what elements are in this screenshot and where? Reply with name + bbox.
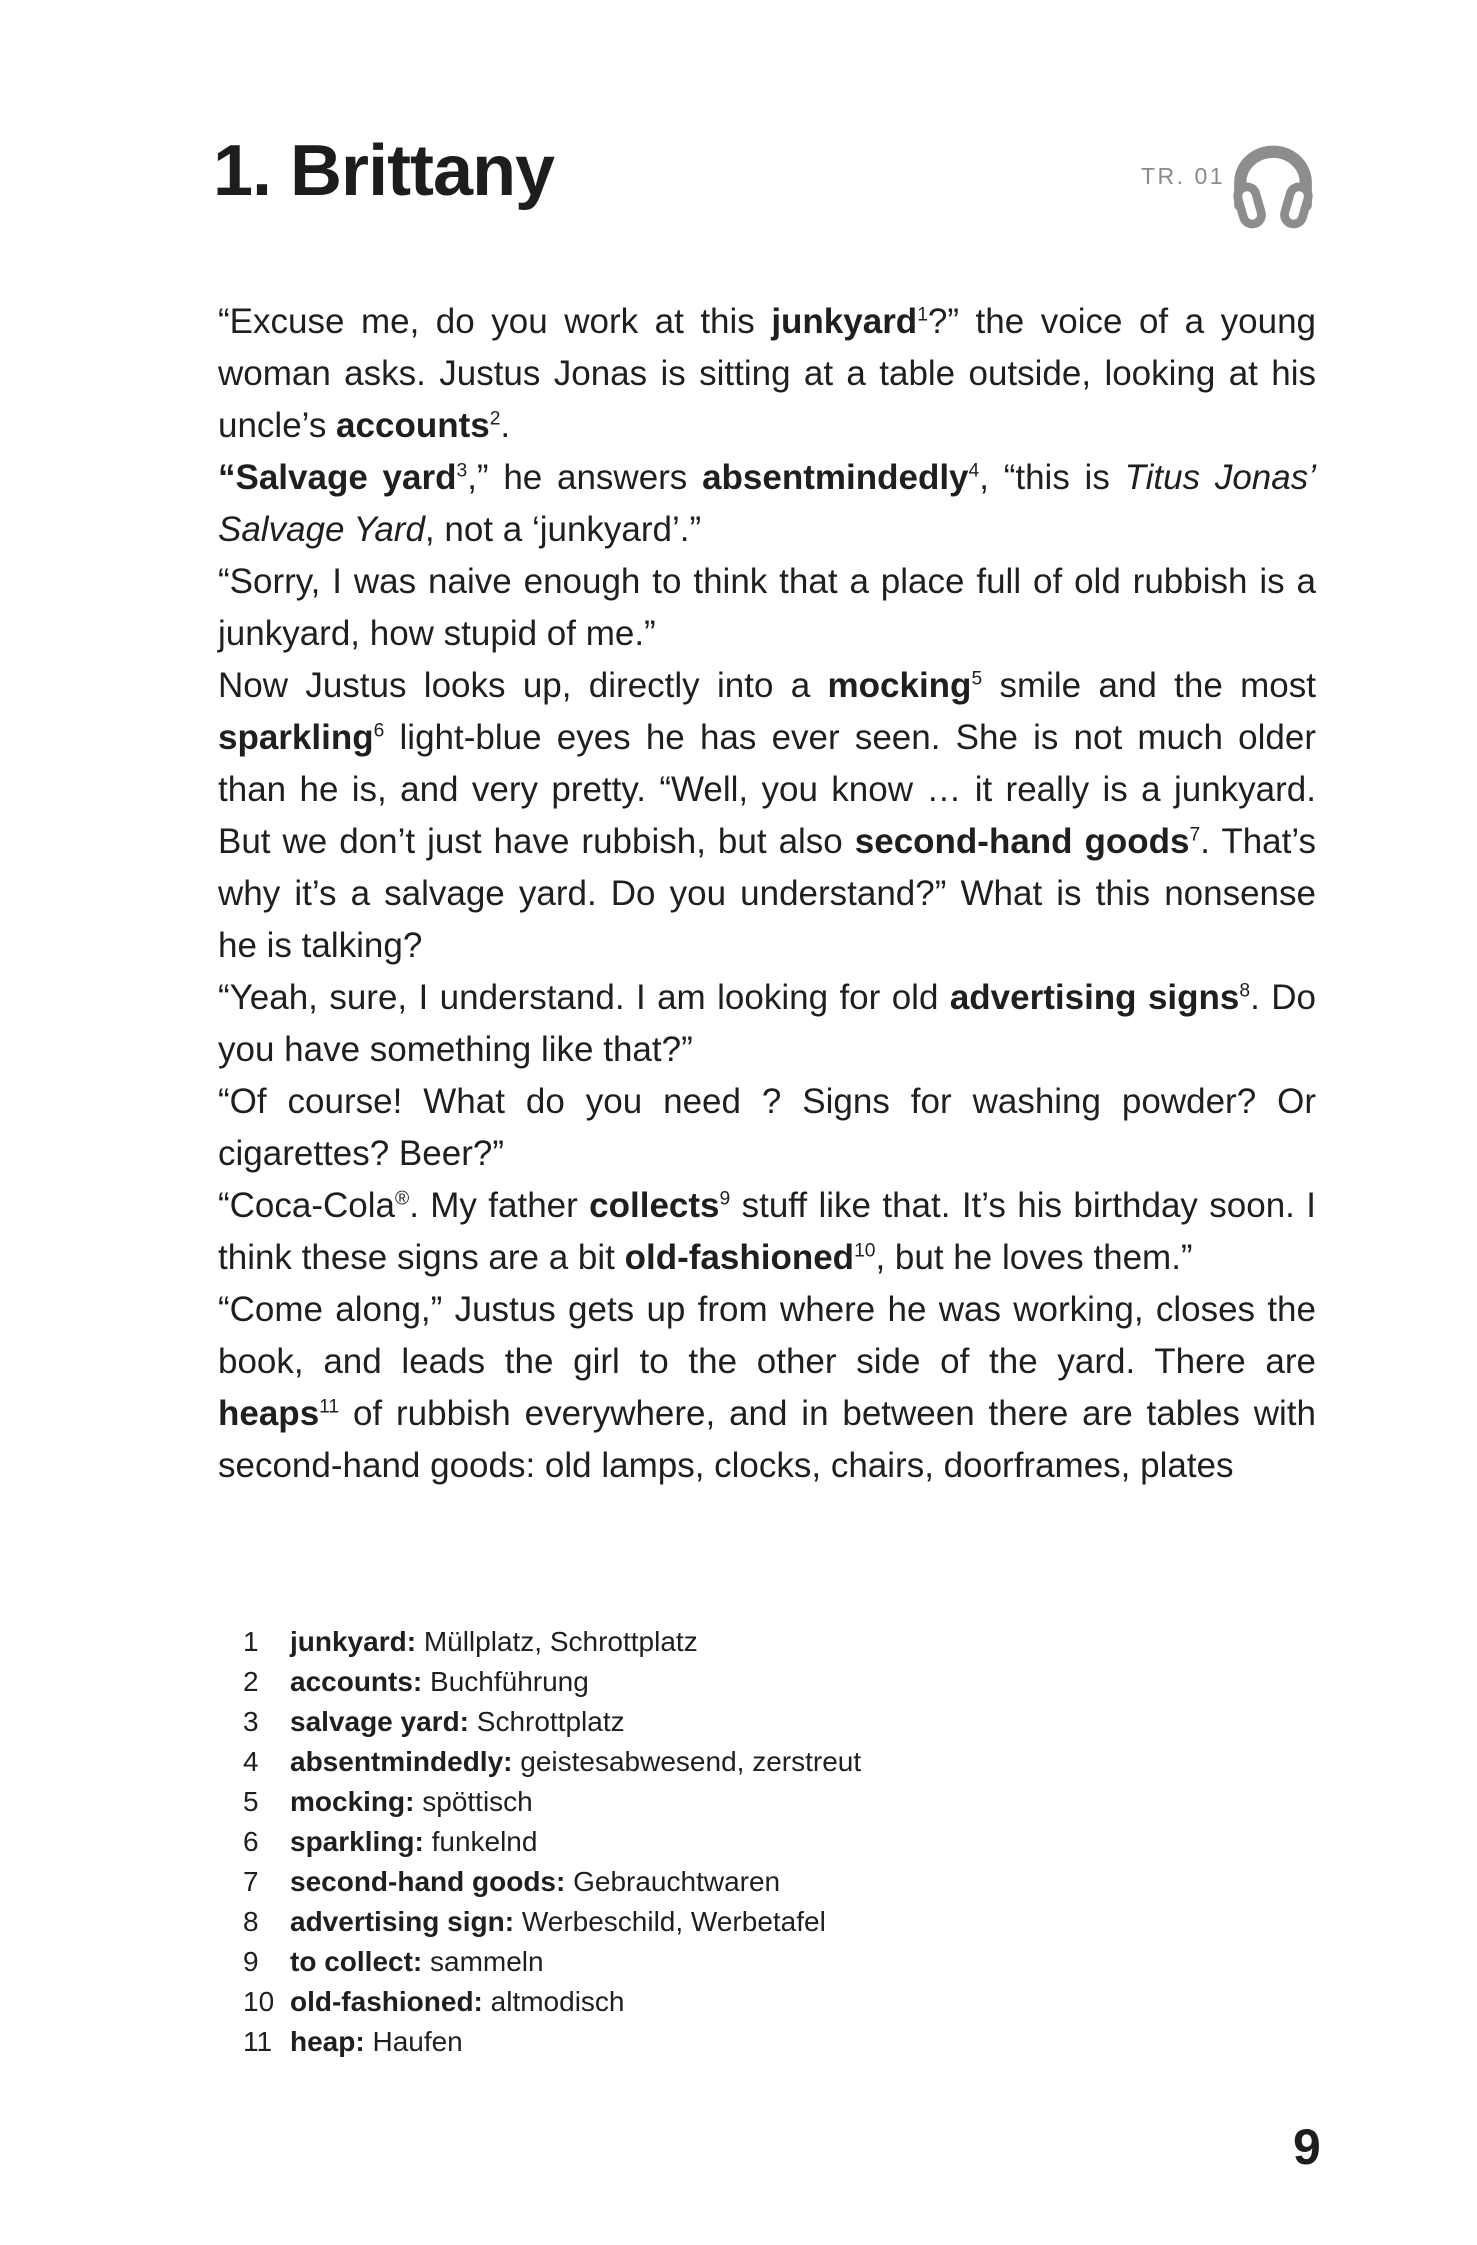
story-segment: . That’s why it’s a salvage yard. Do you understand?” What is this nonsense he is talking? (218, 822, 1316, 965)
footnote-number: 10 (243, 1986, 275, 2017)
footnote-number: 9 (243, 1946, 259, 1977)
story-segment: of rubbish everywhere, and in between there are tables with second-hand goods: old lamps, clocks, chairs, doorframes, plates (218, 1394, 1316, 1485)
story-paragraph (218, 972, 1316, 1076)
story-segment: , not a ‘junkyard’.” (424, 510, 702, 549)
footnote-text (290, 1782, 533, 1822)
story-segment: mocking (827, 666, 972, 705)
footnote-term: heap: (290, 2026, 365, 2057)
footnote-translation: Buchführung (430, 1666, 589, 1697)
headphones-icon (1227, 138, 1319, 230)
story-segment: light-blue eyes he has ever seen. She is not much older than he is, and very pretty. “Well, you know … it really is a junkyard. But we don’t just have rubbish, but also (218, 718, 1316, 861)
story-segment: advertising signs (949, 978, 1240, 1017)
footnote-number: 6 (243, 1826, 259, 1857)
footnote-ref: 4 (968, 460, 980, 482)
footnote-text (290, 1742, 861, 1782)
footnote-item (243, 1942, 1243, 1982)
story-segment: “Yeah, sure, I understand. I am looking for old (218, 978, 950, 1017)
footnote-ref: 8 (1239, 980, 1251, 1002)
footnote-item (243, 2022, 1243, 2062)
story-segment: “Sorry, I was naive enough to think that a place full of old rubbish is a junkyard, how stupid of me.” (218, 562, 1316, 653)
footnote-text (290, 1822, 537, 1862)
story-segment: sparkling (218, 718, 374, 757)
story-segment: old-fashioned (624, 1238, 855, 1277)
story-segment: junkyard (771, 302, 918, 341)
footnote-term: accounts: (290, 1666, 423, 1697)
story-segment: “Excuse me, do you work at this (218, 302, 772, 341)
footnote-number: 3 (243, 1706, 259, 1737)
footnote-text (290, 1702, 625, 1742)
story-segment: smile and the most (982, 666, 1316, 705)
footnote-term: second-hand goods: (290, 1866, 566, 1897)
footnote-item (243, 1982, 1243, 2022)
footnote-text (290, 1862, 780, 1902)
footnote-item (243, 1662, 1243, 1702)
footnote-number: 8 (243, 1906, 259, 1937)
story-segment: stuff like that. It’s his birthday soon. I think these signs are a bit (218, 1186, 1316, 1277)
story-segment: accounts (336, 406, 490, 445)
footnote-number: 7 (243, 1866, 259, 1897)
footnote-translation: funkelnd (431, 1826, 538, 1857)
footnote-text (290, 1662, 589, 1702)
story-segment: ,” he answers (467, 458, 703, 497)
story-paragraph (218, 660, 1316, 972)
footnote-text (290, 2022, 463, 2062)
story-segment: “Salvage yard (218, 458, 457, 497)
footnote-ref: 10 (854, 1240, 876, 1262)
footnote-term: salvage yard: (290, 1706, 469, 1737)
story-segment: absentmindedly (702, 458, 969, 497)
story-segment: . Do you have something like that?” (218, 978, 1316, 1069)
footnote-text (290, 1622, 698, 1662)
footnote-number: 1 (243, 1626, 259, 1657)
footnote-term: to collect: (290, 1946, 423, 1977)
footnote-term: mocking: (290, 1786, 415, 1817)
footnote-ref: 3 (456, 460, 468, 482)
story-paragraph (218, 1284, 1316, 1492)
story-segment: collects (589, 1186, 720, 1225)
story-paragraph (218, 296, 1316, 452)
story-segment: “Come along,” Justus gets up from where he was working, closes the book, and leads the girl to the other side of the yard. There are (218, 1290, 1316, 1381)
footnote-item (243, 1822, 1243, 1862)
footnote-list (243, 1622, 1243, 2062)
footnote-item (243, 1622, 1243, 1662)
story-text (218, 296, 1316, 1492)
footnote-text (290, 1982, 625, 2022)
story-segment: “Of course! What do you need ? Signs for washing powder? Or cigarettes? Beer?” (218, 1082, 1316, 1173)
footnote-ref: 2 (489, 408, 501, 430)
footnote-translation: Haufen (372, 2026, 463, 2057)
story-segment: heaps (218, 1394, 320, 1433)
story-paragraph (218, 452, 1316, 556)
footnote-item (243, 1902, 1243, 1942)
footnote-translation: altmodisch (490, 1986, 625, 2017)
footnote-translation: spöttisch (422, 1786, 533, 1817)
footnote-item (243, 1782, 1243, 1822)
footnote-term: absentmindedly: (290, 1746, 513, 1777)
footnote-text (290, 1942, 544, 1982)
footnote-ref: 7 (1189, 824, 1201, 846)
footnote-term: advertising sign: (290, 1906, 515, 1937)
footnote-translation: Müllplatz, Schrottplatz (423, 1626, 698, 1657)
footnote-translation: geistesabwesend, zerstreut (520, 1746, 862, 1777)
story-paragraph (218, 1180, 1316, 1284)
footnote-ref: 11 (319, 1396, 340, 1418)
story-segment: Titus Jonas’ Salvage Yard (218, 458, 1317, 549)
story-segment: second-hand goods (854, 822, 1190, 861)
story-segment: Now Justus looks up, directly into a (218, 666, 828, 705)
story-segment: , but he loves them.” (875, 1238, 1193, 1277)
footnote-item (243, 1742, 1243, 1782)
footnote-number: 11 (243, 2026, 273, 2057)
story-paragraph (218, 1076, 1316, 1180)
footnote-translation: sammeln (430, 1946, 544, 1977)
footnote-translation: Werbeschild, Werbetafel (521, 1906, 826, 1937)
story-segment: , “this is (979, 458, 1125, 497)
footnote-translation: Schrottplatz (476, 1706, 625, 1737)
footnote-term: sparkling: (290, 1826, 424, 1857)
footnote-ref: 6 (373, 720, 385, 742)
story-segment: . (500, 406, 511, 445)
footnote-text (290, 1902, 826, 1942)
footnote-translation: Gebrauchtwaren (573, 1866, 781, 1897)
track-label: TR. 01 (1141, 163, 1226, 189)
chapter-title: 1. Brittany (213, 131, 555, 211)
footnote-term: old-fashioned: (290, 1986, 483, 2017)
story-segment: ?” the voice of a young woman asks. Justus Jonas is sitting at a table outside, looking at his uncle’s (218, 302, 1316, 445)
footnote-item (243, 1702, 1243, 1742)
story-paragraph (218, 556, 1316, 660)
story-segment: . My father (409, 1186, 590, 1225)
footnote-term: junkyard: (290, 1626, 417, 1657)
footnote-ref: 9 (719, 1188, 731, 1210)
footnote-ref: ® (395, 1188, 410, 1210)
footnote-ref: 1 (917, 304, 928, 326)
footnote-number: 5 (243, 1786, 259, 1817)
footnote-number: 4 (243, 1746, 259, 1777)
story-segment: “Coca-Cola (218, 1186, 395, 1225)
footnote-item (243, 1862, 1243, 1902)
page-number: 9 (1293, 2119, 1321, 2175)
footnote-number: 2 (243, 1666, 259, 1697)
footnote-ref: 5 (971, 668, 983, 690)
